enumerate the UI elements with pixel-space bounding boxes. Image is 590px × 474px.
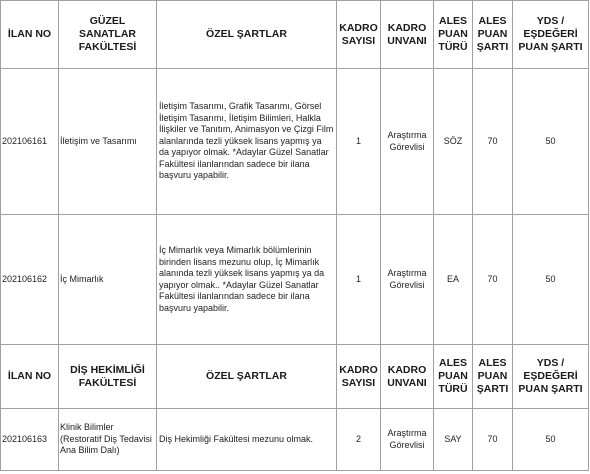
kadro-unvani-cell: Araştırma Görevlisi <box>381 69 434 215</box>
table-row <box>1 69 589 215</box>
ales-puan-sarti-cell: 70 <box>473 69 513 215</box>
ales-puan-sarti-cell: 70 <box>473 409 513 471</box>
header-ilan-no: İLAN NO <box>1 345 59 409</box>
ales-puan-sarti-cell: 70 <box>473 215 513 345</box>
kadro-sayisi-cell: 1 <box>337 69 381 215</box>
header-ales-puan-turu: ALES PUAN TÜRÜ <box>434 345 473 409</box>
bolum-cell: İç Mimarlık <box>59 215 157 345</box>
ozel-sartlar-cell: İç Mimarlık veya Mimarlık bölümlerinin birinden lisans mezunu olup, İç Mimarlık alanında tezli yüksek lisans yapmış ya da yapıyor olmak.. *Adaylar Güzel Sanatlar Fakültesi ilanlarından sadece bir ilana başvuru yapabilir. <box>157 215 337 345</box>
header-faculty: DİŞ HEKİMLİĞİ FAKÜLTESİ <box>59 345 157 409</box>
section-header-dis-hekimligi <box>1 345 589 409</box>
ozel-sartlar-cell: İletişim Tasarımı, Grafik Tasarımı, Görsel İletişim Tasarımı, İletişim Bilimleri, Halkla İlişkiler ve Tanıtım, Animasyon ve Çizgi Film alanlarında tezli yüksek lisans yapmış ya da yapıyor olmak. *Adaylar Güzel Sanatlar Fakültesi ilanlarından sadece bir ilana başvuru yapabilir. <box>157 69 337 215</box>
header-kadro-sayisi: KADRO SAYISI <box>337 1 381 69</box>
header-faculty: GÜZEL SANATLAR FAKÜLTESİ <box>59 1 157 69</box>
header-kadro-unvani: KADRO UNVANI <box>381 345 434 409</box>
header-yds-puan-sarti: YDS / EŞDEĞERİ PUAN ŞARTI <box>513 1 589 69</box>
ales-puan-turu-cell: SÖZ <box>434 69 473 215</box>
bolum-cell: Klinik Bilimler (Restoratif Diş Tedavisi Ana Bilim Dalı) <box>59 409 157 471</box>
header-ozel-sartlar: ÖZEL ŞARTLAR <box>157 345 337 409</box>
bolum-cell: İletişim ve Tasarımı <box>59 69 157 215</box>
kadro-sayisi-cell: 2 <box>337 409 381 471</box>
section-header-guzel-sanatlar <box>1 1 589 69</box>
ilan-no-cell: 202106161 <box>1 69 59 215</box>
ales-puan-turu-cell: SAY <box>434 409 473 471</box>
ilan-no-cell: 202106162 <box>1 215 59 345</box>
header-ales-puan-turu: ALES PUAN TÜRÜ <box>434 1 473 69</box>
table-row <box>1 409 589 471</box>
ilan-no-cell: 202106163 <box>1 409 59 471</box>
header-yds-puan-sarti: YDS / EŞDEĞERİ PUAN ŞARTI <box>513 345 589 409</box>
header-ilan-no: İLAN NO <box>1 1 59 69</box>
header-ales-puan-sarti: ALES PUAN ŞARTI <box>473 345 513 409</box>
yds-puan-sarti-cell: 50 <box>513 69 589 215</box>
yds-puan-sarti-cell: 50 <box>513 409 589 471</box>
header-kadro-unvani: KADRO UNVANI <box>381 1 434 69</box>
header-kadro-sayisi: KADRO SAYISI <box>337 345 381 409</box>
ozel-sartlar-cell: Diş Hekimliği Fakültesi mezunu olmak. <box>157 409 337 471</box>
yds-puan-sarti-cell: 50 <box>513 215 589 345</box>
header-ales-puan-sarti: ALES PUAN ŞARTI <box>473 1 513 69</box>
kadro-unvani-cell: Araştırma Görevlisi <box>381 215 434 345</box>
kadro-sayisi-cell: 1 <box>337 215 381 345</box>
kadro-unvani-cell: Araştırma Görevlisi <box>381 409 434 471</box>
table-row <box>1 215 589 345</box>
ales-puan-turu-cell: EA <box>434 215 473 345</box>
header-ozel-sartlar: ÖZEL ŞARTLAR <box>157 1 337 69</box>
